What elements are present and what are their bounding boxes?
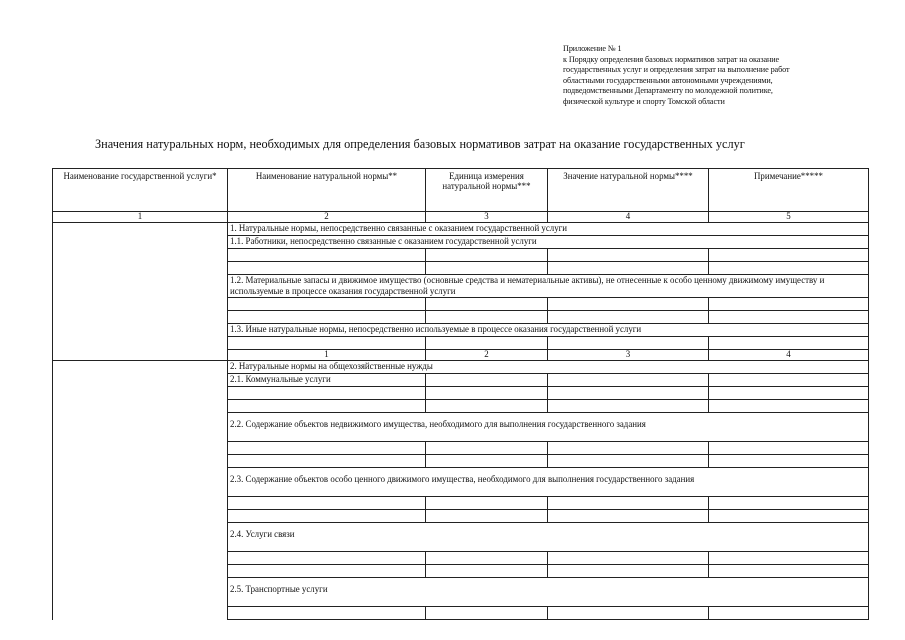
header-value: Значение натуральной нормы**** bbox=[548, 169, 709, 212]
table-cell bbox=[548, 442, 709, 455]
header-unit: Единица измерения натуральной нормы*** bbox=[426, 169, 548, 212]
table-cell bbox=[228, 455, 426, 468]
table-cell bbox=[548, 262, 709, 275]
table-cell bbox=[709, 497, 869, 510]
table-cell bbox=[426, 442, 548, 455]
table-cell bbox=[426, 337, 548, 350]
table-cell bbox=[709, 387, 869, 400]
appendix-line: областными государственными автономными учреждениями, bbox=[563, 75, 773, 85]
table-cell bbox=[426, 455, 548, 468]
table-cell bbox=[228, 497, 426, 510]
service-name-cell bbox=[53, 361, 228, 620]
table-cell bbox=[426, 387, 548, 400]
table-cell bbox=[228, 249, 426, 262]
column-number: 3 bbox=[548, 350, 709, 361]
table-cell bbox=[548, 510, 709, 523]
column-number: 2 bbox=[228, 212, 426, 223]
table-cell bbox=[548, 387, 709, 400]
table-cell bbox=[709, 249, 869, 262]
table-cell bbox=[709, 311, 869, 324]
table-cell bbox=[228, 510, 426, 523]
table-cell bbox=[709, 337, 869, 350]
table-cell bbox=[548, 337, 709, 350]
table-cell bbox=[426, 400, 548, 413]
table-cell bbox=[548, 249, 709, 262]
appendix-line: к Порядку определения базовых нормативов затрат на оказание bbox=[563, 54, 780, 64]
table-cell bbox=[709, 552, 869, 565]
subsection-heading: 2.5. Транспортные услуги bbox=[228, 578, 869, 607]
table-cell bbox=[426, 607, 548, 620]
table-cell bbox=[709, 455, 869, 468]
subsection-heading: 2.4. Услуги связи bbox=[228, 523, 869, 552]
document-title: Значения натуральных норм, необходимых для определения базовых нормативов затрат на оказание государственных услуг bbox=[95, 137, 745, 151]
table-cell bbox=[426, 374, 548, 387]
column-number: 1 bbox=[53, 212, 228, 223]
norms-table bbox=[52, 168, 869, 620]
table-cell bbox=[709, 565, 869, 578]
table-cell bbox=[228, 442, 426, 455]
column-number: 2 bbox=[426, 350, 548, 361]
table-cell bbox=[548, 552, 709, 565]
service-name-cell bbox=[53, 223, 228, 361]
table-cell bbox=[548, 455, 709, 468]
table-cell bbox=[228, 607, 426, 620]
table-cell bbox=[228, 387, 426, 400]
table-cell bbox=[426, 565, 548, 578]
table-cell bbox=[228, 298, 426, 311]
table-cell bbox=[709, 374, 869, 387]
table-cell bbox=[426, 497, 548, 510]
subsection-heading: 2.1. Коммунальные услуги bbox=[228, 374, 426, 387]
table-cell bbox=[426, 262, 548, 275]
table-cell bbox=[426, 298, 548, 311]
table-cell bbox=[426, 552, 548, 565]
column-number: 1 bbox=[228, 350, 426, 361]
table-cell bbox=[548, 497, 709, 510]
table-cell bbox=[709, 298, 869, 311]
appendix-line: Приложение № 1 bbox=[563, 44, 622, 53]
table-cell bbox=[228, 565, 426, 578]
table-cell bbox=[426, 249, 548, 262]
header-note: Примечание***** bbox=[709, 169, 869, 212]
table-cell bbox=[426, 311, 548, 324]
subsection-heading: 1.2. Материальные запасы и движимое имущество (основные средства и нематериальные активы), не отнесенные к особо ценному движимому имуществу и используемые в процессе оказания государственной услуги bbox=[228, 275, 869, 298]
table-cell bbox=[548, 298, 709, 311]
table-row bbox=[53, 223, 869, 236]
table-cell bbox=[548, 607, 709, 620]
table-cell bbox=[426, 510, 548, 523]
table-cell bbox=[709, 607, 869, 620]
table-cell bbox=[548, 400, 709, 413]
subsection-heading: 1.3. Иные натуральные нормы, непосредственно используемые в процессе оказания государственной услуги bbox=[228, 324, 869, 337]
column-number-row bbox=[53, 212, 869, 223]
table-cell bbox=[228, 262, 426, 275]
table-row bbox=[53, 361, 869, 374]
table-cell bbox=[548, 374, 709, 387]
column-number: 4 bbox=[709, 350, 869, 361]
table-cell bbox=[228, 400, 426, 413]
table-cell bbox=[709, 510, 869, 523]
appendix-line: подведомственными Департаменту по молодежной политике, bbox=[563, 86, 773, 96]
subsection-heading: 2.2. Содержание объектов недвижимого имущества, необходимого для выполнения государственного задания bbox=[228, 413, 869, 442]
table-cell bbox=[709, 400, 869, 413]
table-cell bbox=[228, 311, 426, 324]
column-number: 3 bbox=[426, 212, 548, 223]
appendix-line: физической культуре и спорту Томской области bbox=[563, 96, 725, 106]
header-row bbox=[53, 169, 869, 212]
section-heading: 2. Натуральные нормы на общехозяйственные нужды bbox=[228, 361, 869, 374]
table-cell bbox=[228, 337, 426, 350]
table-cell bbox=[709, 262, 869, 275]
table-cell bbox=[709, 442, 869, 455]
subsection-heading: 2.3. Содержание объектов особо ценного движимого имущества, необходимого для выполнения государственного задания bbox=[228, 468, 869, 497]
column-number: 4 bbox=[548, 212, 709, 223]
table-cell bbox=[228, 552, 426, 565]
section-heading: 1. Натуральные нормы, непосредственно связанные с оказанием государственной услуги bbox=[228, 223, 869, 236]
column-number: 5 bbox=[709, 212, 869, 223]
subsection-heading: 1.1. Работники, непосредственно связанные с оказанием государственной услуги bbox=[228, 236, 869, 249]
header-service-name: Наименование государственной услуги* bbox=[53, 169, 228, 212]
header-norm-name: Наименование натуральной нормы** bbox=[228, 169, 426, 212]
table-cell bbox=[548, 565, 709, 578]
appendix-note bbox=[563, 44, 893, 108]
appendix-line: государственных услуг и определения затрат на выполнение работ bbox=[563, 65, 790, 75]
table-cell bbox=[548, 311, 709, 324]
